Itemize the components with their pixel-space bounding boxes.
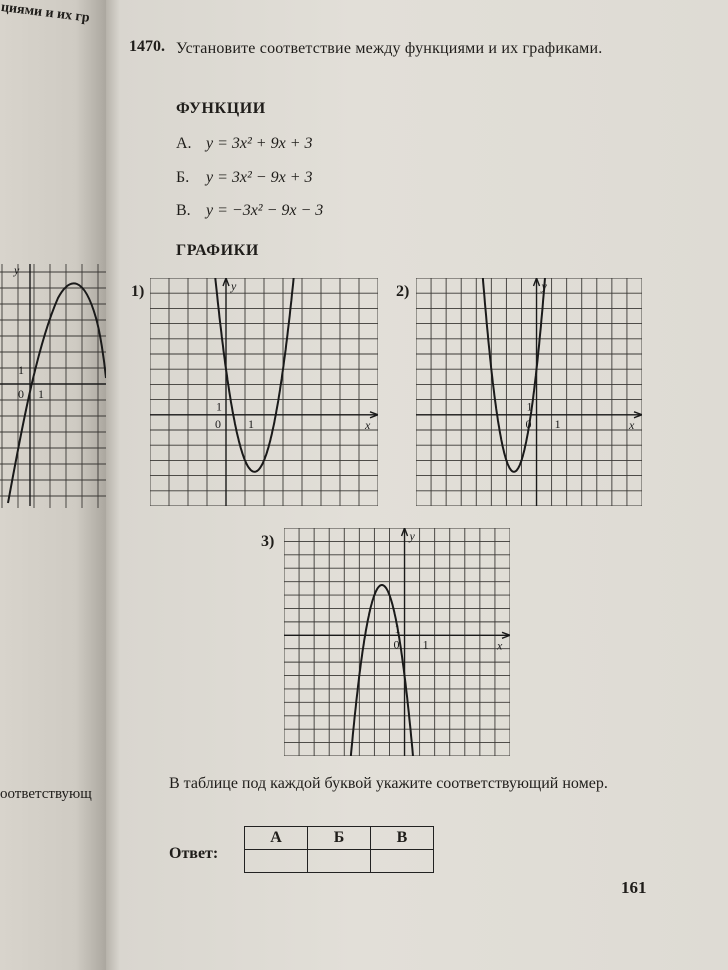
parabola-curve (215, 278, 294, 472)
x-axis-label: x (365, 417, 371, 432)
y-axis-label: y (231, 279, 237, 293)
page-number: 161 (621, 878, 647, 897)
y-unit-label: 1 (394, 621, 401, 636)
prev-x-one-label: 1 (38, 387, 44, 401)
functions-title: ФУНКЦИИ (176, 100, 266, 117)
function-b-label: Б. (176, 169, 190, 186)
answer-col-b: Б (308, 827, 371, 850)
graph-2-label: 2) (396, 283, 410, 300)
previous-page-edge (0, 0, 108, 970)
graph-3 (284, 528, 510, 756)
answer-cell-a[interactable] (245, 850, 308, 873)
x-axis-label: x (497, 638, 503, 653)
grid (150, 278, 378, 506)
function-a (176, 135, 313, 153)
answer-table (244, 826, 434, 873)
function-a-label: А. (176, 135, 192, 152)
grid (416, 278, 642, 506)
y-axis-label: y (541, 279, 547, 293)
answer-label: Ответ: (169, 845, 219, 862)
prev-y-label: y (14, 263, 20, 277)
function-b-formula: y = 3x² − 9x + 3 (206, 169, 313, 186)
answer-col-c: В (371, 827, 434, 850)
prev-one-label: 1 (18, 363, 24, 377)
answer-col-a: А (245, 827, 308, 850)
previous-page-footer: оответствующ (0, 786, 92, 802)
previous-page-graph (0, 258, 108, 508)
x-unit-label: 1 (554, 416, 561, 431)
prev-zero-label: 0 (18, 387, 24, 401)
answer-cell-c[interactable] (371, 850, 434, 873)
x-unit-label: 1 (248, 416, 254, 431)
graph-1 (150, 278, 378, 506)
function-b (176, 169, 313, 187)
graph-2 (416, 278, 642, 506)
problem-number: 1470. (129, 38, 165, 55)
function-c (176, 202, 323, 220)
graph-1-label: 1) (131, 283, 145, 300)
previous-page-header: циями и их гр (0, 0, 91, 26)
answer-header-row (245, 827, 434, 850)
origin-label: 0 (525, 416, 532, 431)
y-axis-label: y (409, 529, 415, 543)
function-c-formula: y = −3x² − 9x − 3 (206, 202, 324, 219)
y-unit-label: 1 (526, 399, 533, 414)
y-unit-label: 1 (216, 399, 222, 414)
problem-statement: Установите соответствие между функциями и их графиками. (176, 40, 603, 57)
textbook-page (106, 0, 728, 970)
answer-cell-b[interactable] (308, 850, 371, 873)
graph-3-label: 3) (261, 533, 275, 550)
graphs-title: ГРАФИКИ (176, 242, 259, 259)
function-c-label: В. (176, 202, 191, 219)
answer-input-row (245, 850, 434, 873)
origin-label: 0 (393, 637, 400, 652)
origin-label: 0 (215, 416, 221, 431)
x-unit-label: 1 (422, 637, 429, 652)
x-axis-label: x (629, 417, 635, 432)
function-a-formula: y = 3x² + 9x + 3 (206, 135, 313, 152)
answer-instruction: В таблице под каждой буквой укажите соответствующий номер. (169, 775, 608, 792)
